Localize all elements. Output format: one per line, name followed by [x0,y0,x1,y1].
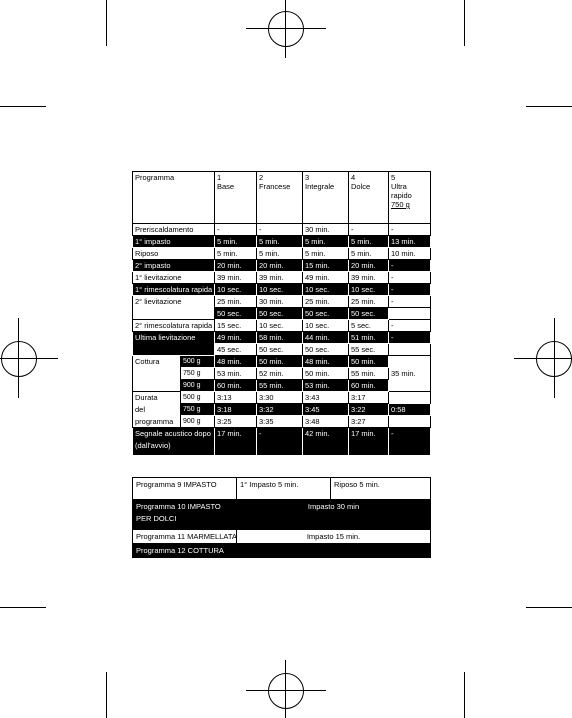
table-cell: 3:13 [215,392,257,404]
table-cell: 48 min. [215,356,257,368]
table-cell: 52 min. [257,368,303,380]
table-row [133,224,431,236]
program-label: Programma 9 IMPASTO [133,478,237,500]
table-cell: 51 min. [349,332,389,344]
table-cell: - [389,428,431,456]
table-cell: 5 min. [349,248,389,260]
table-cell: 25 min. [303,296,349,308]
table-cell: 10 sec. [349,284,389,296]
crop-mark [464,672,465,718]
table-cell: Impasto 30 min [237,500,431,530]
table-cell: 3:30 [257,392,303,404]
table-cell: 10 sec. [303,284,349,296]
header-programma: Programma [133,172,215,224]
table-cell [389,308,431,320]
table-row [133,392,431,404]
table-cell: Riposo 5 min. [331,478,431,500]
table-cell: 3:27 [349,416,389,428]
table-cell: 3:45 [303,404,349,416]
table-cell: 5 min. [257,248,303,260]
table-cell: 55 min. [257,380,303,392]
row-label: 2° lievitazione [133,296,215,308]
table-cell [237,544,431,558]
table-cell: - [389,284,431,296]
table-cell: - [389,260,431,272]
row-label: 2° rimescolatura rapida [133,320,215,332]
table-cell: 53 min. [303,380,349,392]
registration-circle [536,341,572,377]
table-cell: 10 min. [389,248,431,260]
table-cell: 3:43 [303,392,349,404]
table-row [133,308,431,320]
table-cell [389,344,431,356]
table-cell: 25 min. [215,296,257,308]
crop-mark [106,672,107,718]
table-cell: 5 min. [215,248,257,260]
table-cell: 20 min. [215,260,257,272]
table-cell: 48 min. [303,356,349,368]
size-cell: 750 g [181,368,215,380]
table-cell: 3:32 [257,404,303,416]
table-cell: 30 min. [257,296,303,308]
table-cell: 50 sec. [303,308,349,320]
row-label: Preriscaldamento [133,224,215,236]
table-cell: - [389,296,431,308]
table-cell: 60 min. [215,380,257,392]
table-cell: 13 min. [389,236,431,248]
table-row [133,530,431,544]
table-cell: 55 sec. [349,344,389,356]
crop-mark [526,106,572,107]
registration-circle [1,341,37,377]
row-label: programma [133,416,181,428]
size-cell: 500 g [181,356,215,368]
table-cell: 50 sec. [303,344,349,356]
program-label: Programma 11 MARMELLATA [133,530,237,544]
row-label: 1° rimescolatura rapida [133,284,215,296]
table-cell: 1° Impasto 5 min. [237,478,331,500]
table-cell: 20 min. [257,260,303,272]
header-col-3: 3 Integrale [303,172,349,224]
table-cell: - [389,320,431,332]
row-label: Segnale acustico dopo (dall'avvio) [133,428,215,456]
table-cell: - [389,224,431,236]
table-row [133,500,431,530]
table-cell: - [349,224,389,236]
row-label: Ultima lievitazione [133,332,215,356]
table-cell [389,416,431,428]
table-cell: 49 min. [215,332,257,344]
table-cell: 3:22 [349,404,389,416]
table-row [133,404,431,416]
size-cell: 900 g [181,416,215,428]
row-label: Durata [133,392,181,404]
table-cell: 5 min. [303,236,349,248]
table-cell: 50 sec. [257,344,303,356]
table-cell: 10 sec. [215,284,257,296]
table-row [133,248,431,260]
table-cell: - [257,428,303,456]
table-cell: 3:25 [215,416,257,428]
table-cell: 10 sec. [303,320,349,332]
row-label: 1° lievitazione [133,272,215,284]
table-cell: 50 min. [349,356,389,368]
table-cell: 39 min. [215,272,257,284]
row-label: Riposo [133,248,215,260]
table-cell: 25 min. [349,296,389,308]
program-times-table [132,171,431,456]
header-col-4: 4 Dolce [349,172,389,224]
table-row [133,356,431,368]
table-cell: 10 sec. [257,320,303,332]
row-label-empty [133,308,215,320]
table-cell: - [389,272,431,284]
table-cell [389,392,431,404]
table-cell: 44 min. [303,332,349,344]
table-cell: 50 sec. [215,308,257,320]
table-cell: 20 min. [349,260,389,272]
row-label: Cottura [133,356,181,392]
header-col-5: 5 Ultra rapido 750 g [389,172,431,224]
table-cell: 42 min. [303,428,349,456]
table-cell: 39 min. [349,272,389,284]
row-label: del [133,404,181,416]
table-cell [389,380,431,392]
program-label: Programma 12 COTTURA [133,544,237,558]
table-row [133,284,431,296]
table-cell: 50 min. [303,368,349,380]
table-cell: 49 min. [303,272,349,284]
table-cell: 39 min. [257,272,303,284]
table-row [133,236,431,248]
row-label: 1° impasto [133,236,215,248]
extra-programs-table [132,477,431,558]
table-cell: - [389,332,431,344]
registration-circle [268,673,304,709]
table-cell: 50 min. [257,356,303,368]
size-cell: 500 g [181,392,215,404]
table-cell: - [257,224,303,236]
table-cell: 5 min. [349,236,389,248]
table-cell: 15 sec. [215,320,257,332]
header-col-2: 2 Francese [257,172,303,224]
table-cell: 10 sec. [257,284,303,296]
table-cell: 3:48 [303,416,349,428]
crop-mark [0,607,46,608]
table-row [133,428,431,456]
table-row [133,272,431,284]
table-header-row [133,172,431,224]
table-row [133,320,431,332]
table-cell: 53 min. [215,368,257,380]
table-row [133,416,431,428]
table-cell: 0:58 [389,404,431,416]
program-label: Programma 10 IMPASTO PER DOLCI [133,500,237,530]
table-row [133,332,431,344]
table-cell: 15 min. [303,260,349,272]
crop-mark [526,607,572,608]
crop-mark [464,0,465,46]
table-cell: 3:17 [349,392,389,404]
table-row [133,478,431,500]
table-row [133,260,431,272]
table-cell: 17 min. [349,428,389,456]
registration-circle [268,11,304,47]
table-cell: 30 min. [303,224,349,236]
table-row [133,544,431,558]
table-cell: 5 min. [257,236,303,248]
table-cell: 35 min. [389,368,431,380]
table-cell: 50 sec. [349,308,389,320]
table-cell: - [215,224,257,236]
table-cell: 5 min. [303,248,349,260]
table-cell: 3:18 [215,404,257,416]
table-cell: 17 min. [215,428,257,456]
row-label: 2° impasto [133,260,215,272]
table-cell: Impasto 15 min. [237,530,431,544]
size-cell: 750 g [181,404,215,416]
table-cell: 60 min. [349,380,389,392]
table-cell: 58 min. [257,332,303,344]
table-cell: 5 min. [215,236,257,248]
header-col-1: 1 Base [215,172,257,224]
table-cell: 50 sec. [257,308,303,320]
table-cell [389,356,431,368]
size-cell: 900 g [181,380,215,392]
table-cell: 5 sec. [349,320,389,332]
table-cell: 45 sec. [215,344,257,356]
table-row [133,296,431,308]
table-cell: 55 min. [349,368,389,380]
table-cell: 3:35 [257,416,303,428]
crop-mark [106,0,107,46]
crop-mark [0,106,46,107]
